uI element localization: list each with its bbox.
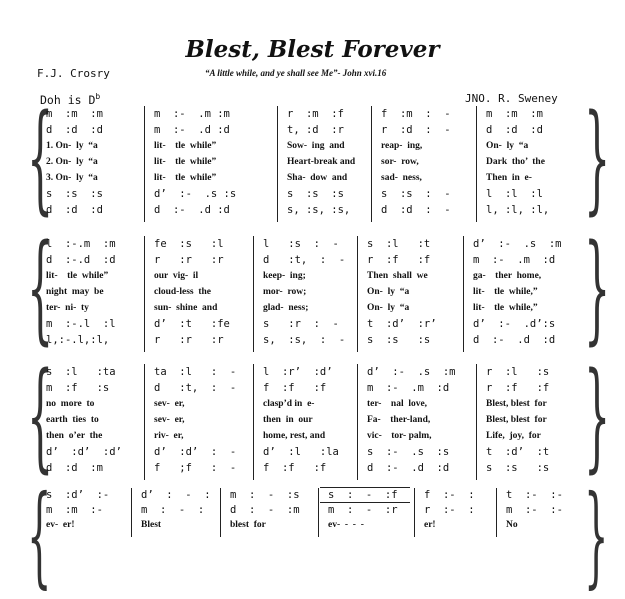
lyric-cell: then o’er the: [46, 431, 103, 441]
solfa-cell: t :d’ :r’: [367, 318, 437, 330]
solfa-cell: l :l :l: [486, 188, 543, 200]
song-title: Blest, Blest Forever: [185, 36, 440, 63]
lyric-cell: Sha- dow and: [287, 173, 348, 183]
solfa-cell: s :l :t: [367, 238, 431, 250]
solfa-cell: f ;f : -: [154, 462, 237, 474]
solfa-cell: s :d’ :-: [46, 489, 110, 501]
left-brace: {: [27, 471, 52, 599]
barline: [253, 236, 254, 352]
solfa-cell: f :f :f: [263, 462, 327, 474]
barline: [463, 236, 464, 352]
solfa-cell: r :m :f: [287, 108, 344, 120]
solfa-cell: r :f :f: [367, 254, 431, 266]
score-system: [0, 346, 625, 484]
barline: [253, 364, 254, 480]
right-brace: }: [584, 346, 611, 484]
lyric-cell: sev- er,: [154, 399, 185, 409]
barline: [220, 488, 221, 537]
author-credit: F.J. Crosry: [37, 67, 110, 80]
solfa-cell: f :m : -: [381, 108, 451, 120]
score-system: [0, 471, 625, 599]
lyric-cell: home, rest, and: [263, 431, 326, 441]
lyric-cell: 3. On- ly “a: [46, 173, 98, 183]
lyric-cell: Dark tho’ the: [486, 157, 545, 167]
solfa-cell: d :t, : -: [263, 254, 346, 266]
solfa-cell: d’ :d’ :d’: [46, 446, 122, 458]
solfa-cell: s :s :s: [367, 334, 431, 346]
lyric-cell: ter- ni- ty: [46, 303, 89, 313]
lyric-cell: 1. On- ly “a: [46, 141, 98, 151]
solfa-cell: m :- .m :d: [367, 382, 450, 394]
barline: [357, 236, 358, 352]
solfa-cell: t :- :-: [506, 489, 563, 501]
barline: [476, 106, 477, 222]
solfa-cell: d :-.d :d: [46, 254, 116, 266]
right-brace: }: [584, 471, 609, 599]
barline: [414, 488, 415, 537]
lyric-cell: glad- ness;: [263, 303, 309, 313]
solfa-cell: s :s :s: [46, 188, 103, 200]
solfa-cell: m : - :r: [328, 504, 398, 516]
solfa-cell: r :r :r: [154, 254, 224, 266]
lyric-cell: lit- tle while”: [154, 173, 217, 183]
barline: [144, 106, 145, 222]
solfa-cell: f :f :f: [263, 382, 327, 394]
lyric-cell: On- ly “a: [486, 141, 529, 151]
lyric-cell: clasp’d in e-: [263, 399, 315, 409]
right-brace: }: [584, 88, 611, 226]
solfa-cell: m :- .m :m: [154, 108, 230, 120]
lyric-cell: blest for: [230, 520, 266, 530]
lyric-cell: sev- er,: [154, 415, 185, 425]
solfa-cell: s :r : -: [263, 318, 339, 330]
solfa-cell: d :t, : -: [154, 382, 237, 394]
lyric-cell: Life, joy, for: [486, 431, 541, 441]
lyric-cell: sun- shine and: [154, 303, 218, 313]
right-brace: }: [584, 218, 611, 356]
lyric-cell: night may be: [46, 287, 104, 297]
solfa-cell: d :- .d :d: [367, 462, 450, 474]
lyric-cell: 2. On- ly “a: [46, 157, 98, 167]
solfa-cell: m :m :-: [46, 504, 103, 516]
lyric-cell: earth ties to: [46, 415, 99, 425]
solfa-cell: m : - :: [141, 504, 205, 516]
lyric-cell: No: [506, 520, 518, 530]
lyric-cell: mor- row;: [263, 287, 307, 297]
solfa-cell: d :- .d :d: [154, 204, 230, 216]
lyric-cell: On- ly “a: [367, 303, 410, 313]
solfa-cell: m :- .m :d: [473, 254, 556, 266]
lyric-cell: ga- ther home,: [473, 271, 542, 281]
solfa-cell: m :m :m: [486, 108, 543, 120]
solfa-cell: l,:-.l,:l,: [46, 334, 110, 346]
solfa-cell: d’ :- .s :s: [154, 188, 237, 200]
solfa-cell: s :l :ta: [46, 366, 116, 378]
score-system: [0, 218, 625, 356]
solfa-cell: d :d :d: [46, 204, 103, 216]
solfa-cell: m :-.l :l: [46, 318, 116, 330]
lyric-cell: then in our: [263, 415, 313, 425]
solfa-cell: s, :s, :s,: [287, 204, 351, 216]
lyric-cell: lit- tle while”: [154, 141, 217, 151]
left-brace: {: [27, 346, 54, 484]
solfa-cell: t :d’ :t: [486, 446, 550, 458]
lyric-cell: ev- er!: [46, 520, 75, 530]
solfa-cell: l :s : -: [263, 238, 339, 250]
lyric-cell: sad- ness,: [381, 173, 422, 183]
solfa-cell: d’ :t :fe: [154, 318, 230, 330]
lyric-cell: cloud-less the: [154, 287, 211, 297]
solfa-cell: s :s : -: [381, 188, 451, 200]
barline: [318, 488, 319, 537]
lyric-cell: reap- ing,: [381, 141, 423, 151]
solfa-cell: ta :l : -: [154, 366, 237, 378]
solfa-cell: s :- .s :s: [367, 446, 450, 458]
solfa-cell: s :s :s: [486, 462, 550, 474]
barline: [371, 106, 372, 222]
left-brace: {: [27, 218, 54, 356]
barline: [131, 488, 132, 537]
lyric-cell: riv- er,: [154, 431, 184, 441]
lyric-cell: Blest, blest for: [486, 415, 547, 425]
solfa-cell: s, :s, : -: [263, 334, 346, 346]
solfa-cell: r :f :f: [486, 382, 550, 394]
barline: [144, 364, 145, 480]
lyric-cell: lit- tle while,”: [473, 303, 538, 313]
solfa-cell: d : - :m: [230, 504, 300, 516]
lyric-cell: Then in e-: [486, 173, 532, 183]
lyric-cell: ev- - - -: [328, 520, 364, 530]
lyric-cell: vic- tor- palm,: [367, 431, 432, 441]
solfa-cell: m :- :-: [506, 504, 563, 516]
solfa-cell: d’ :d’ : -: [154, 446, 237, 458]
solfa-cell: s :s :s: [287, 188, 344, 200]
solfa-cell: f :- :: [424, 489, 475, 501]
key-flat: b: [95, 92, 101, 101]
solfa-cell: d’ :- .d’:s: [473, 318, 556, 330]
solfa-cell: l :-.m :m: [46, 238, 116, 250]
solfa-cell: t, :d :r: [287, 124, 344, 136]
solfa-cell: d’ : - :: [141, 489, 211, 501]
solfa-cell: r :r :r: [154, 334, 224, 346]
lyric-cell: lit- tle while”: [154, 157, 217, 167]
barline: [277, 106, 278, 222]
lyric-cell: Blest, blest for: [486, 399, 547, 409]
solfa-cell: r :d : -: [381, 124, 451, 136]
solfa-cell: s : - :f: [328, 489, 398, 501]
solfa-cell: m :f :s: [46, 382, 110, 394]
left-brace: {: [27, 88, 54, 226]
solfa-cell: d :d : -: [381, 204, 451, 216]
lyric-cell: Blest: [141, 520, 162, 530]
solfa-cell: d :d :d: [46, 124, 103, 136]
solfa-cell: l, :l, :l,: [486, 204, 550, 216]
lyric-cell: sor- row,: [381, 157, 419, 167]
composer-credit: JNO. R. Sweney: [465, 92, 558, 105]
key-text: Doh is D: [40, 92, 96, 107]
barline: [357, 364, 358, 480]
barline: [476, 364, 477, 480]
lyric-cell: Then shall we: [367, 271, 428, 281]
lyric-cell: lit- tle while”: [46, 271, 109, 281]
barline: [144, 236, 145, 352]
barline: [496, 488, 497, 537]
lyric-cell: er!: [424, 520, 436, 530]
lyric-cell: lit- tle while,”: [473, 287, 538, 297]
solfa-cell: m : - :s: [230, 489, 300, 501]
lyric-cell: Heart-break and: [287, 157, 356, 167]
lyric-cell: no more to: [46, 399, 95, 409]
solfa-cell: r :l :s: [486, 366, 550, 378]
solfa-cell: d’ :l :la: [263, 446, 339, 458]
lyric-cell: keep- ing;: [263, 271, 306, 281]
lyric-cell: our vig- il: [154, 271, 199, 281]
lyric-cell: ter- nal love,: [367, 399, 428, 409]
solfa-cell: l :r’ :d’: [263, 366, 333, 378]
lyric-cell: Fa- ther-land,: [367, 415, 431, 425]
lyric-cell: On- ly “a: [367, 287, 410, 297]
solfa-cell: d :d :m: [46, 462, 103, 474]
solfa-cell: m :m :m: [46, 108, 103, 120]
solfa-cell: fe :s :l: [154, 238, 224, 250]
lyric-cell: Sow- ing and: [287, 141, 345, 151]
scripture-reference: “A little while, and ye shall see Me”- John xvi.16: [205, 68, 387, 78]
solfa-cell: d’ :- .s :m: [367, 366, 456, 378]
solfa-cell: m :- .d :d: [154, 124, 230, 136]
solfa-cell: d’ :- .s :m: [473, 238, 562, 250]
solfa-cell: d :d :d: [486, 124, 543, 136]
solfa-cell: r :- :: [424, 504, 475, 516]
solfa-cell: d :- .d :d: [473, 334, 556, 346]
